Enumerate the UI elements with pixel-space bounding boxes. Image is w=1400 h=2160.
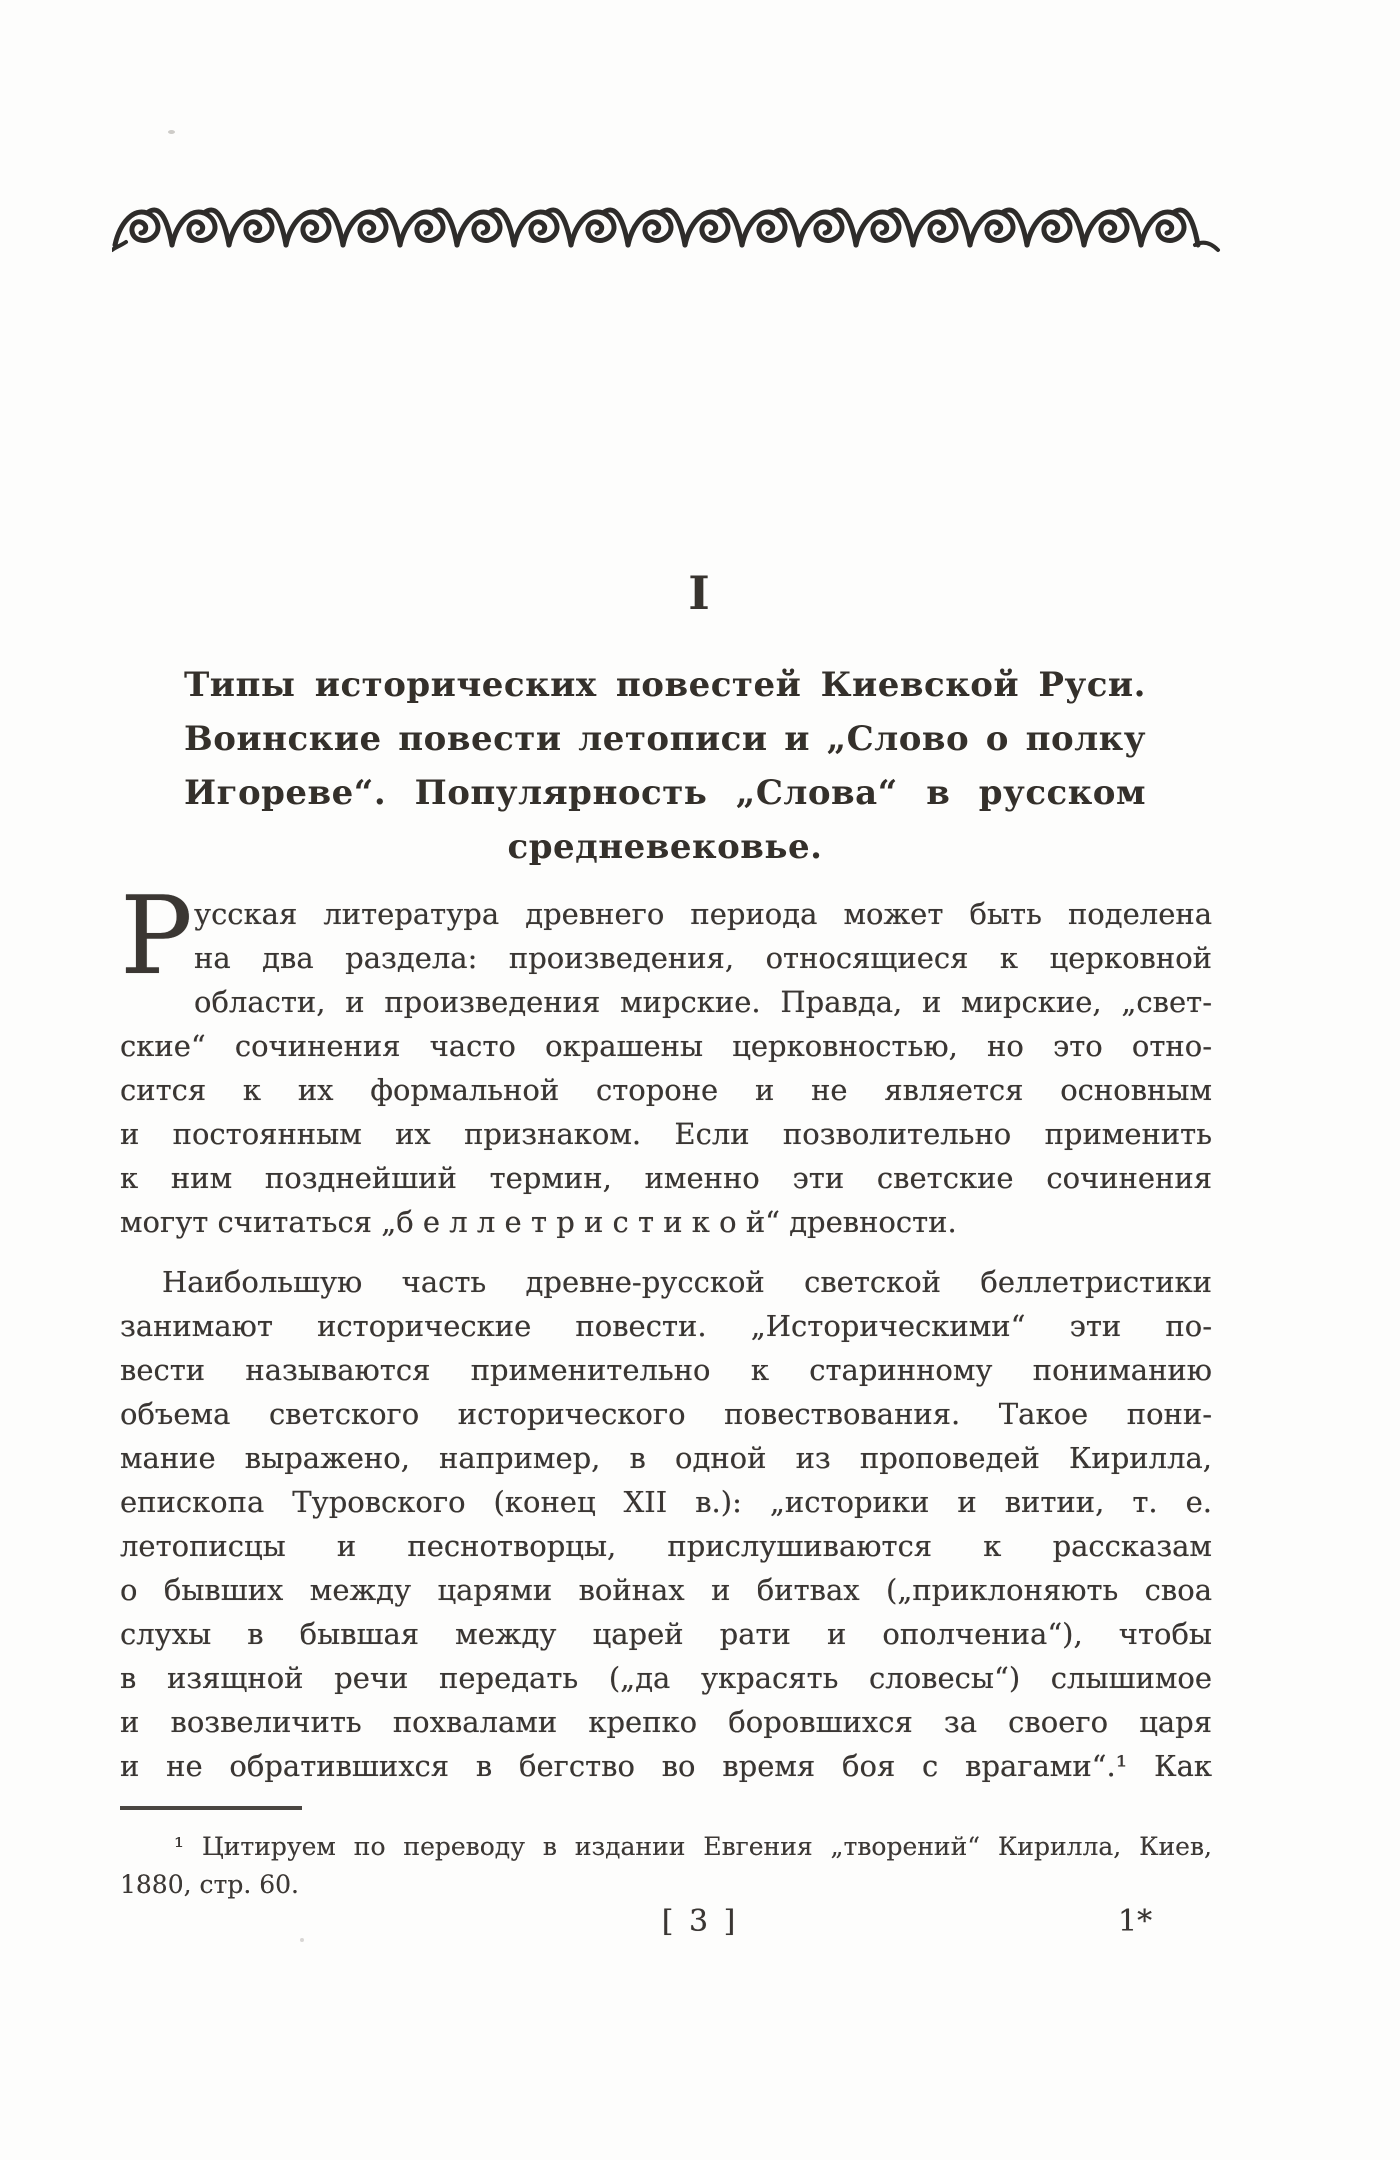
- body-paragraph-2: [120, 1260, 1212, 1788]
- running-spiral-icon: [112, 198, 1222, 264]
- text-line: о бывших между царями войнах и битвах („приклоняють своа: [120, 1573, 1212, 1607]
- body-paragraph-1: [120, 874, 1212, 1244]
- text-line: мание выражено, например, в одной из проповедей Кирилла,: [120, 1441, 1212, 1475]
- title-line: средневековье.: [507, 827, 823, 867]
- footnote-line: ¹ Цитируем по переводу в издании Евгения „творений“ Кирилла, Киев,: [174, 1832, 1212, 1861]
- print-speck: [168, 130, 175, 134]
- headpiece-ornament: [112, 198, 1222, 264]
- text-line: и не обратившихся в бегство во время боя с врагами“.¹ Как: [120, 1749, 1212, 1783]
- text-line: сится к их формальной стороне и не является основным: [120, 1073, 1212, 1107]
- footnote-rule: [120, 1806, 302, 1810]
- text-line: области, и произведения мирские. Правда, и мирские, „свет-: [194, 985, 1212, 1019]
- footnote-line: 1880, стр. 60.: [120, 1870, 300, 1899]
- text-line: занимают исторические повести. „Историческими“ эти по-: [120, 1309, 1212, 1343]
- text-line: могут считаться „б е л л е т р и с т и к о й“ древности.: [120, 1205, 957, 1239]
- chapter-title: [184, 658, 1146, 874]
- text-line: летописцы и песнотворцы, прислушиваются к рассказам: [120, 1529, 1212, 1563]
- signature-mark: 1*: [1118, 1904, 1153, 1939]
- title-line: Игореве“. Популярность „Слова“ в русском: [184, 773, 1146, 813]
- text-line: слухы в бывшая между царей рати и ополчениа“), чтобы: [120, 1617, 1212, 1651]
- text-line: усская литература древнего периода может быть поделена: [194, 897, 1212, 931]
- text-line: ские“ сочинения часто окрашены церковностью, но это отно-: [120, 1029, 1212, 1063]
- chapter-number: I: [688, 566, 712, 620]
- drop-cap: Р: [120, 874, 193, 999]
- page-number: [ 3 ]: [661, 1904, 739, 1939]
- title-line: Типы исторических повестей Киевской Руси.: [184, 665, 1146, 705]
- footnote: [120, 1828, 1212, 1904]
- text-line: к ним позднейший термин, именно эти светские сочинения: [120, 1161, 1212, 1195]
- text-line: епископа Туровского (конец XII в.): „историки и витии, т. е.: [120, 1485, 1212, 1519]
- text-line: объема светского исторического повествования. Такое пони-: [120, 1397, 1212, 1431]
- text-line: Наибольшую часть древне-русской светской беллетристики: [162, 1265, 1212, 1299]
- text-line: в изящной речи передать („да украсять словесы“) слышимое: [120, 1661, 1212, 1695]
- text-line: и постоянным их признаком. Если позволительно применить: [120, 1117, 1212, 1151]
- title-line: Воинские повести летописи и „Слово о полку: [184, 719, 1146, 759]
- text-line: на два раздела: произведения, относящиеся к церковной: [194, 941, 1212, 975]
- text-line: и возвеличить похвалами крепко боровшихся за своего царя: [120, 1705, 1212, 1739]
- text-line: вести называются применительно к старинному пониманию: [120, 1353, 1212, 1387]
